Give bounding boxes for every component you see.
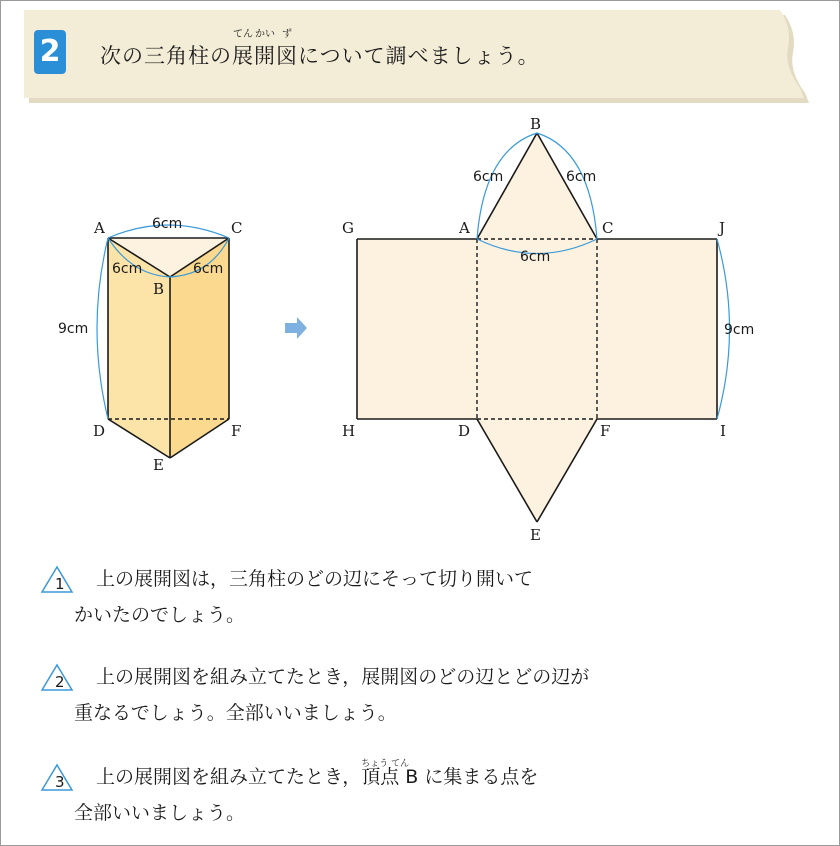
question-1-text-line1: 上の展開図は，三角柱のどの辺にそって切り開いて: [96, 568, 534, 590]
title-text-1: 次の三角柱の: [100, 44, 232, 68]
net-label-i: I: [720, 422, 726, 440]
net-rectangle: [357, 239, 717, 419]
ruby-ten: 展 てん: [232, 29, 254, 68]
svg-text:1: 1: [55, 575, 65, 593]
net-dim-bc: 6cm: [566, 169, 597, 185]
ruby-kai: 開 かい: [254, 29, 276, 68]
net-label-d: D: [458, 422, 471, 440]
question-1-text-line2: かいたのでしょう。: [74, 604, 246, 626]
prism-net: [342, 115, 754, 544]
prism-label-f: F: [231, 422, 242, 440]
prism-label-c: C: [231, 219, 243, 237]
net-label-f: F: [600, 422, 611, 440]
prism-label-d: D: [93, 422, 106, 440]
section-number-badge: 2: [34, 30, 66, 74]
section-title: [100, 29, 540, 70]
arc-ad: [97, 238, 108, 419]
question-2-text-line1: 上の展開図を組み立てたとき，展開図のどの辺とどの辺が: [96, 666, 590, 688]
triangular-prism: [58, 216, 242, 474]
prism-dim-ab: 6cm: [112, 261, 143, 277]
prism-label-b: B: [153, 280, 165, 298]
net-label-b: B: [530, 115, 542, 133]
ruby-chouten: 頂点 ちょう てん: [361, 759, 410, 788]
net-label-g: G: [342, 219, 354, 237]
svg-text:2: 2: [55, 673, 65, 691]
net-bottom-triangle: [477, 419, 597, 522]
triangle-number-icon: [40, 662, 74, 692]
prism-dim-height: 9cm: [58, 321, 89, 337]
svg-text:3: 3: [55, 773, 65, 791]
net-dim-height: 9cm: [724, 322, 755, 338]
net-label-e: E: [530, 526, 541, 544]
triangle-number-icon: [40, 564, 74, 594]
question-3-text-line1: 上の展開図を組み立てたとき，頂点 ちょう てん B に集まる点を: [96, 760, 538, 794]
net-label-a: A: [459, 219, 470, 237]
net-dim-ab: 6cm: [473, 169, 504, 185]
net-label-c: C: [602, 219, 614, 237]
prism-dim-bc: 6cm: [193, 261, 224, 277]
prism-label-a: A: [94, 219, 105, 237]
net-label-h: H: [342, 422, 356, 440]
ruby-zu: 図 ず: [276, 29, 298, 68]
figure-area: [0, 105, 840, 555]
title-text-2: について調べましょう。: [298, 44, 540, 68]
prism-dim-ac: 6cm: [152, 216, 183, 232]
triangle-number-icon: [40, 762, 74, 792]
arrow-icon: [285, 317, 307, 339]
net-top-triangle: [477, 133, 597, 239]
net-dim-ac: 6cm: [520, 249, 551, 265]
question-2-text-line2: 重なるでしょう。全部いいましょう。: [74, 702, 397, 724]
prism-label-e: E: [153, 456, 164, 474]
question-3-text-line2: 全部いいましょう。: [74, 802, 246, 824]
net-label-j: J: [719, 219, 726, 237]
